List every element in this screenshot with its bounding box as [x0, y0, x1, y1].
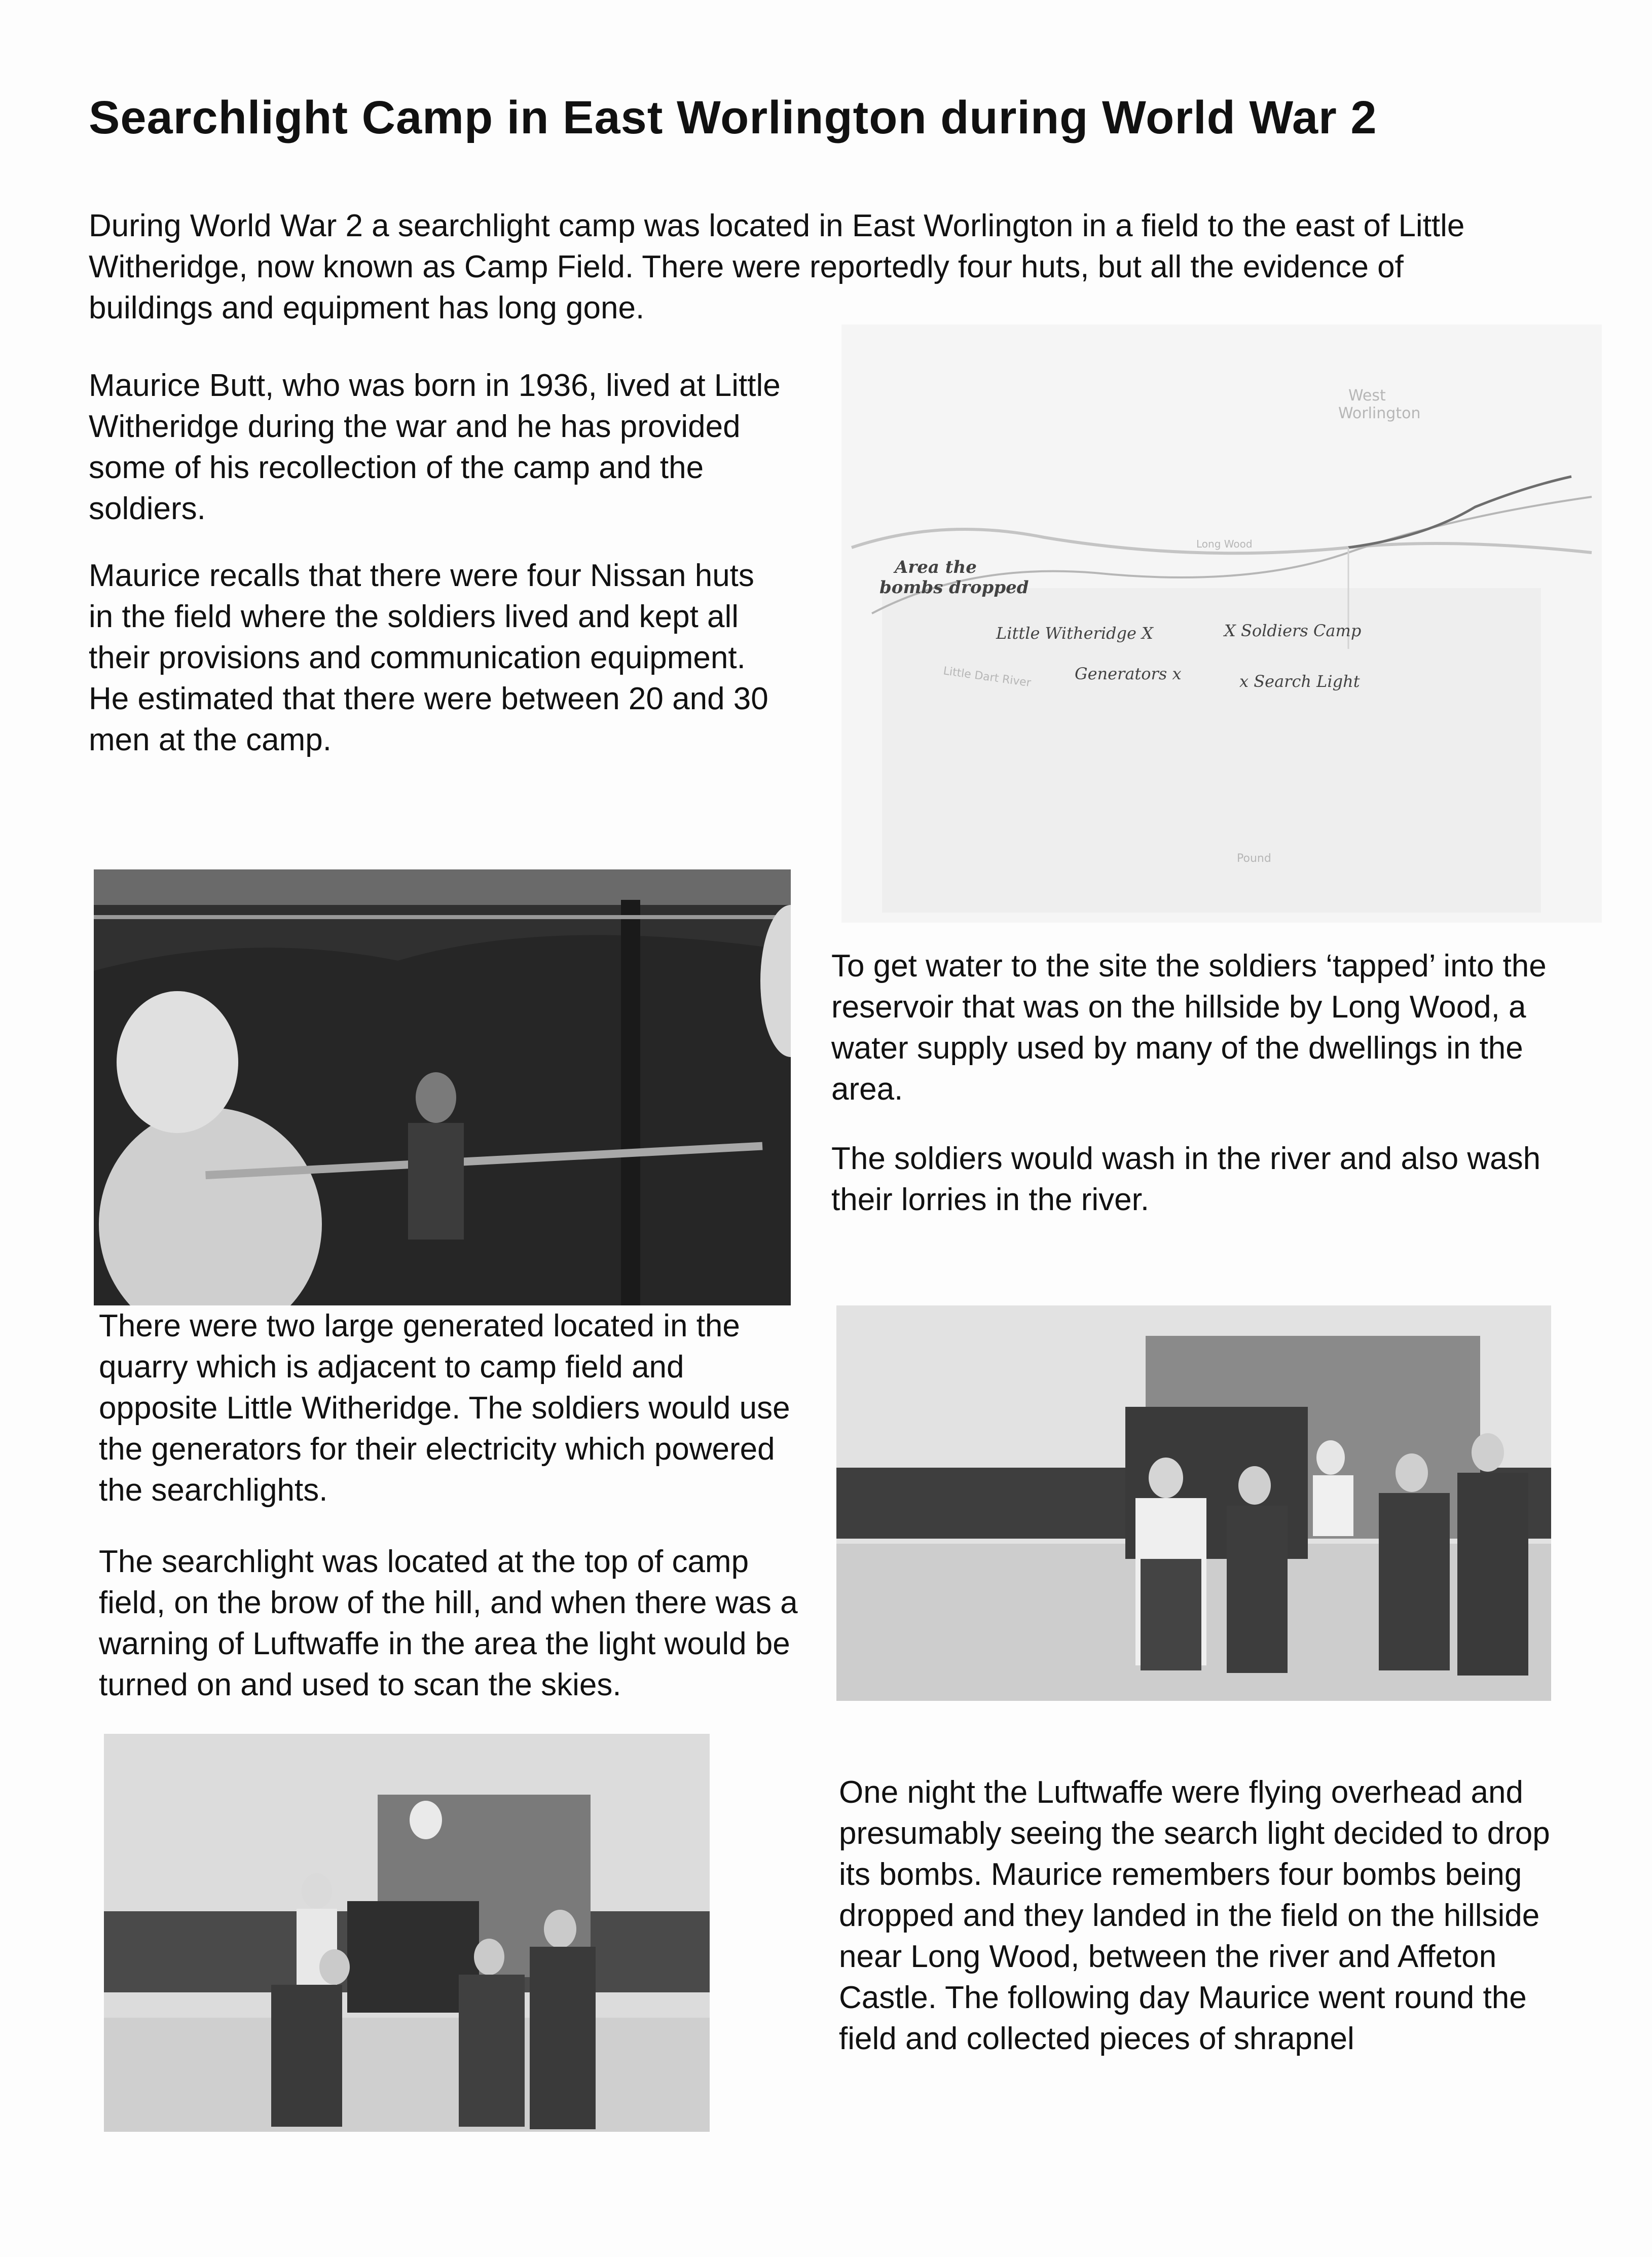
page-title: Searchlight Camp in East Worlington during World War 2: [89, 92, 1377, 143]
water-paragraph: To get water to the site the soldiers ‘tapped’ into the reservoir that was on the hillside by Long Wood, a water supply used by many of the dwellings in the area.: [831, 949, 1547, 1107]
map-soldiers-camp-label: X Soldiers Camp: [1224, 621, 1362, 640]
map-area-label-line2: bombs dropped: [879, 577, 1029, 598]
generators-paragraph: There were two large generated located in the quarry which is adjacent to camp field and opposite Little Witheridge. The soldiers would use the generators for their electricity which powered the searchlights.: [99, 1308, 790, 1508]
huts-paragraph: Maurice recalls that there were four Nissan huts in the field where the soldiers lived and kept all their provisions and communication equipment. He estimated that there were between 20 and 30 men at the camp.: [89, 558, 768, 757]
wash-paragraph: The soldiers would wash in the river and also wash their lorries in the river.: [831, 1141, 1541, 1217]
map-area-label-line1: Area the: [895, 557, 977, 577]
map-pound-label: Pound: [1237, 852, 1271, 865]
camp-map: [841, 324, 1602, 923]
map-search-light-label: x Search Light: [1239, 672, 1360, 691]
map-west-label: West: [1348, 387, 1386, 405]
map-worlington-label: Worlington: [1338, 405, 1421, 422]
photo-boy-and-soldier: [94, 869, 791, 1305]
photo-lorry-soldiers-left: [104, 1734, 710, 2132]
searchlight-paragraph: The searchlight was located at the top of camp field, on the brow of the hill, and when there was a warning of Luftwaffe in the area the light would be turned on and used to scan the skies.: [99, 1544, 798, 1702]
map-long-wood-label: Long Wood: [1196, 538, 1253, 550]
map-dart-river-label: Little Dart River: [942, 665, 1032, 690]
map-generators-label: Generators x: [1075, 664, 1182, 683]
bombs-paragraph: One night the Luftwaffe were flying overhead and presumably seeing the search light decided to drop its bombs. Maurice remembers four bombs being dropped and they landed in the field on the hillside near Long Wood, between the river and Affeton Castle. The following day Maurice went round the field and collected pieces of shrapnel: [839, 1775, 1550, 2056]
map-little-witheridge-label: Little Witheridge X: [996, 624, 1153, 643]
maurice-paragraph: Maurice Butt, who was born in 1936, lived at Little Witheridge during the war and he has provided some of his recollection of the camp and the soldiers.: [89, 368, 781, 526]
intro-paragraph: During World War 2 a searchlight camp was located in East Worlington in a field to the east of Little Witheridge, now known as Camp Field. There were reportedly four huts, but all the evidence of buildings and equipment has long gone.: [89, 208, 1465, 325]
photo-lorry-soldiers-right: [836, 1305, 1551, 1701]
